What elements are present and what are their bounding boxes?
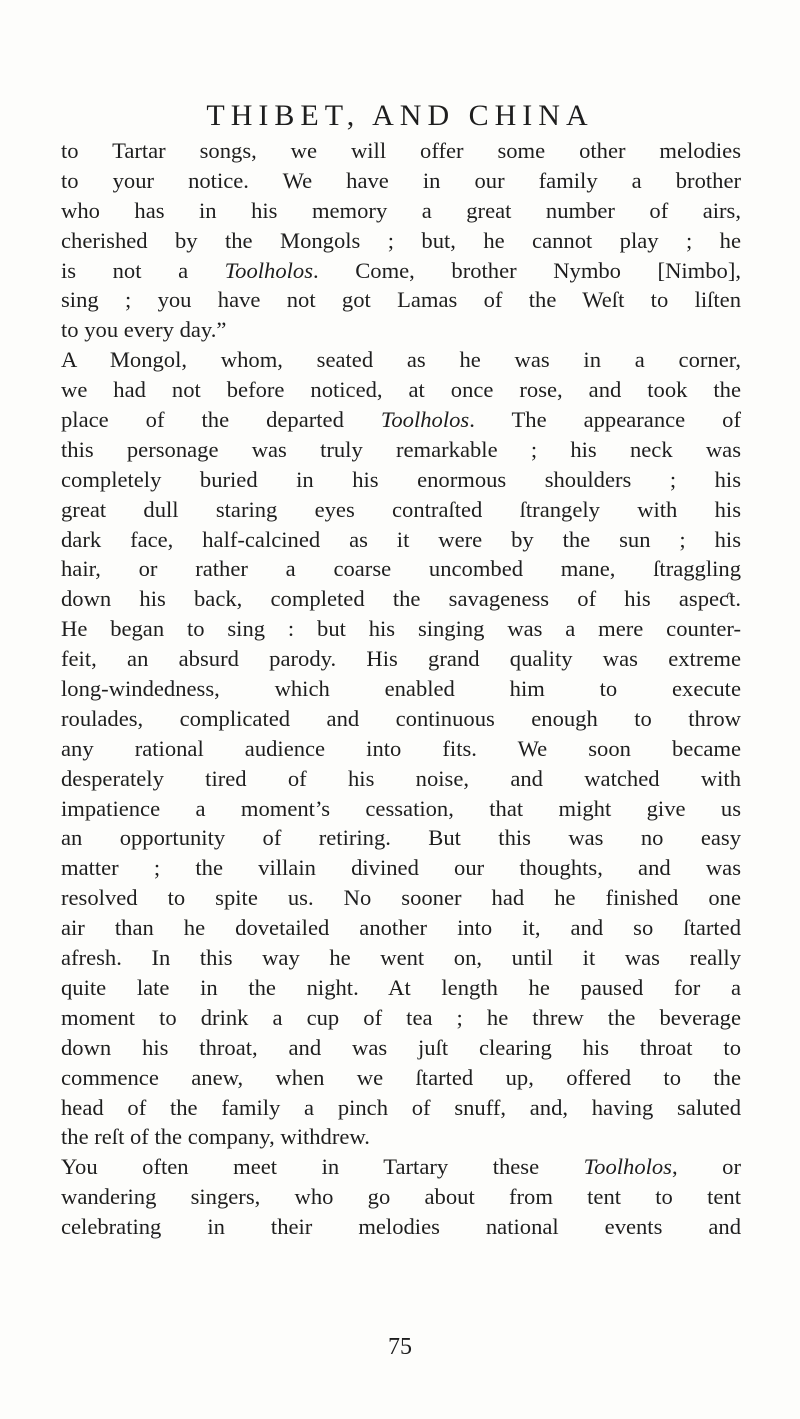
text-line: resolved to spite us. No sooner had he finished one [61, 885, 741, 911]
text-line: down his back, completed the savageness of his aspeƈt. [61, 586, 741, 612]
text-line: head of the family a pinch of snuff, and, having saluted [61, 1094, 741, 1120]
text-line: completely buried in his enormous shoulders ; his [61, 466, 741, 492]
text-line: to Tartar songs, we will offer some other melodies [61, 138, 741, 163]
body-text [61, 136, 741, 1242]
text-line: great dull staring eyes contraſted ſtrangely with his [61, 496, 741, 522]
text-line: place of the departed Toolholos. The appearance of [61, 407, 742, 433]
text-line: impatience a moment’s cessation, that might give us [61, 795, 741, 821]
text-line: long-windedness, which enabled him to execute [61, 676, 741, 702]
text-line: the reſt of the company, withdrew. [61, 1124, 370, 1150]
text-line: cherished by the Mongols ; but, he cannot play ; he [61, 227, 741, 253]
text-line: to you every day.” [61, 317, 227, 343]
text-line: feit, an absurd parody. His grand quality was extreme [61, 646, 741, 672]
page-number: 75 [388, 1334, 412, 1360]
text-line: roulades, complicated and continuous enough to throw [61, 705, 741, 731]
text-line: to your notice. We have in our family a brother [61, 167, 741, 193]
text-line: quite late in the night. At length he paused for a [61, 974, 741, 1000]
running-head: THIBET, AND CHINA [206, 99, 594, 132]
text-line: we had not before noticed, at once rose, and took the [61, 377, 741, 403]
text-line: celebrating in their melodies national events and [61, 1214, 741, 1240]
text-line: A Mongol, whom, seated as he was in a corner, [61, 347, 741, 373]
text-line: sing ; you have not got Lamas of the Weſt to liſten [61, 287, 741, 313]
text-line: air than he dovetailed another into it, and so ſtarted [61, 915, 741, 941]
text-line: You often meet in Tartary these Toolholos, or [61, 1154, 741, 1180]
text-line: this personage was truly remarkable ; his neck was [61, 436, 741, 462]
text-line: afresh. In this way he went on, until it was really [61, 945, 741, 971]
text-line: down his throat, and was juſt clearing his throat to [61, 1034, 741, 1060]
text-line: dark face, half-calcined as it were by the sun ; his [61, 526, 741, 552]
text-line: any rational audience into fits. We soon became [61, 735, 741, 761]
text-line: He began to sing : but his singing was a mere counter- [61, 616, 741, 642]
text-line: who has in his memory a great number of airs, [61, 197, 741, 223]
text-line: an opportunity of retiring. But this was no easy [61, 825, 741, 851]
text-line: moment to drink a cup of tea ; he threw the beverage [61, 1004, 741, 1030]
text-line: commence anew, when we ſtarted up, offered to the [61, 1064, 741, 1090]
text-line: matter ; the villain divined our thoughts, and was [61, 855, 741, 881]
text-line: hair, or rather a coarse uncombed mane, ſtraggling [61, 556, 741, 582]
text-line: desperately tired of his noise, and watched with [61, 765, 741, 791]
text-line: is not a Toolholos. Come, brother Nymbo [Nimbo], [61, 257, 742, 283]
text-line: wandering singers, who go about from tent to tent [61, 1184, 741, 1210]
